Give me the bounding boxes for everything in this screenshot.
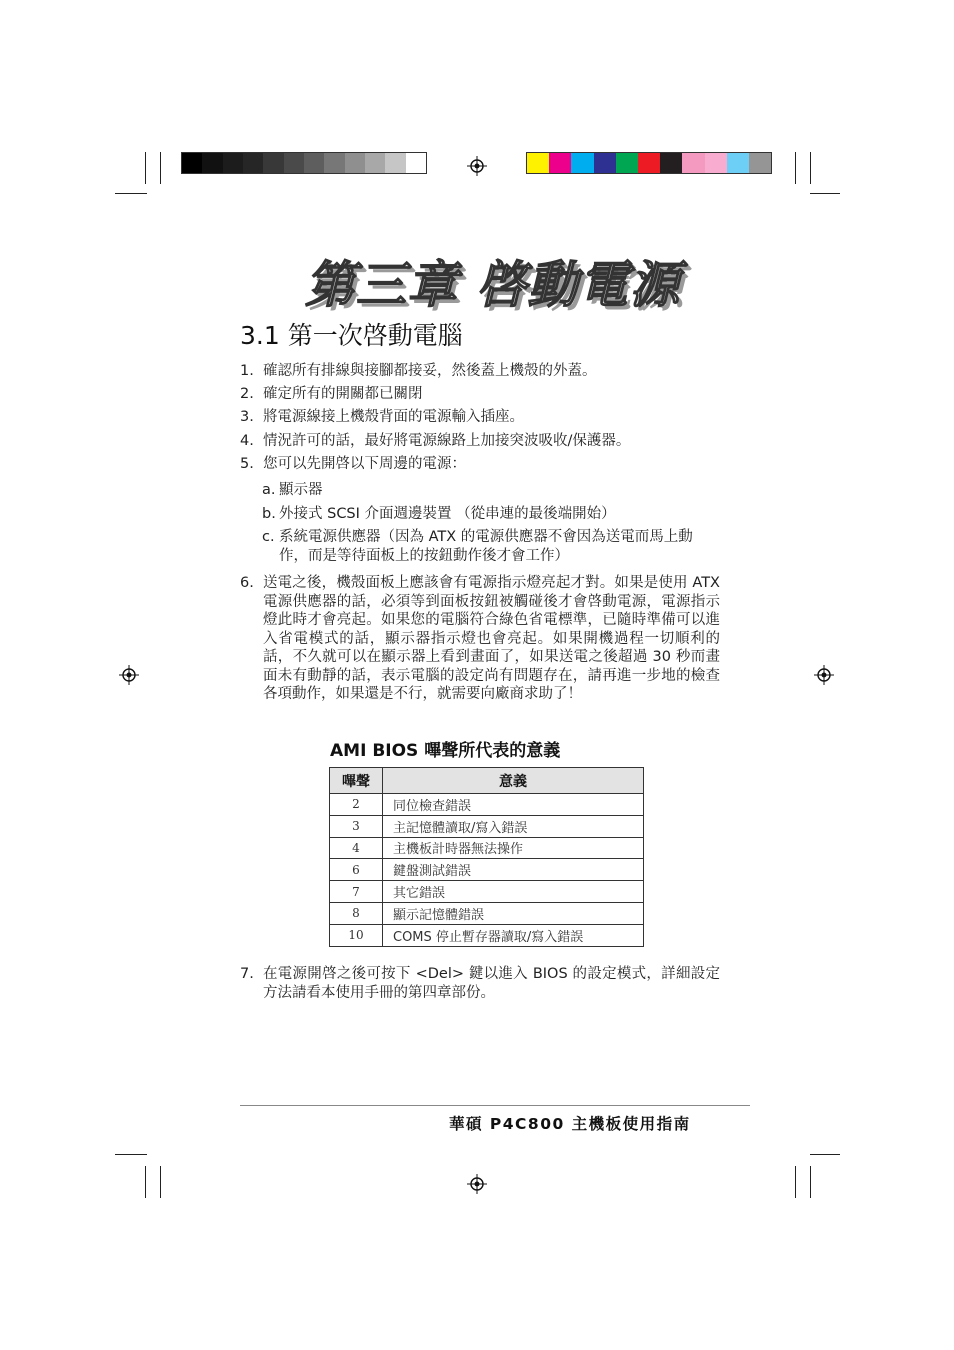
step-text: 情況許可的話，最好將電源線路上加接突波吸收/保護器。 bbox=[263, 433, 631, 449]
beep-meaning: COMS 停止暫存器讀取/寫入錯誤 bbox=[383, 924, 644, 946]
color-swatch bbox=[594, 153, 616, 173]
gray-swatch bbox=[202, 153, 222, 173]
beep-count: 2 bbox=[330, 794, 383, 816]
gray-swatch bbox=[324, 153, 344, 173]
color-swatch bbox=[571, 153, 593, 173]
gray-swatch bbox=[223, 153, 243, 173]
gray-swatch bbox=[182, 153, 202, 173]
step-number: 4. bbox=[240, 433, 254, 449]
table-row bbox=[330, 815, 644, 837]
step-number: 6. bbox=[240, 575, 254, 591]
sub-item-text: 顯示器 bbox=[279, 482, 323, 498]
footer-divider bbox=[240, 1105, 750, 1106]
sub-item-label: a. bbox=[262, 482, 276, 498]
step-number: 1. bbox=[240, 363, 254, 379]
step-text: 確定所有的開關都已關閉 bbox=[263, 386, 423, 402]
sub-item-text: 系統電源供應器（因為 ATX 的電源供應器不會因為送電而馬上動作，而是等待面板上的按鈕動作後才會工作） bbox=[279, 529, 693, 564]
step-6 bbox=[240, 574, 720, 704]
step-text: 確認所有排線與接腳都接妥，然後蓋上機殼的外蓋。 bbox=[263, 363, 597, 379]
grayscale-calibration-strip bbox=[181, 152, 427, 174]
beep-table-title: AMI BIOS 嗶聲所代表的意義 bbox=[330, 741, 561, 761]
gray-swatch bbox=[406, 153, 426, 173]
gray-swatch bbox=[263, 153, 283, 173]
gray-swatch bbox=[243, 153, 263, 173]
step-number: 5. bbox=[240, 456, 254, 472]
color-swatch bbox=[727, 153, 749, 173]
color-swatch bbox=[682, 153, 704, 173]
color-swatch bbox=[749, 153, 771, 173]
sub-item-text: 外接式 SCSI 介面週邊裝置 （從串連的最後端開始） bbox=[279, 506, 616, 522]
color-swatch bbox=[549, 153, 571, 173]
column-header-meaning: 意義 bbox=[383, 768, 644, 794]
beep-count: 6 bbox=[330, 859, 383, 881]
step-text: 您可以先開啓以下周邊的電源： bbox=[263, 456, 466, 472]
beep-count: 7 bbox=[330, 881, 383, 903]
beep-meaning: 顯示記憶體錯誤 bbox=[383, 902, 644, 924]
registration-mark-bottom bbox=[467, 1174, 487, 1194]
table-row bbox=[330, 859, 644, 881]
beep-meaning: 主機板計時器無法操作 bbox=[383, 837, 644, 859]
beep-count: 10 bbox=[330, 924, 383, 946]
beep-meaning: 主記憶體讀取/寫入錯誤 bbox=[383, 815, 644, 837]
table-row bbox=[330, 837, 644, 859]
table-row bbox=[330, 902, 644, 924]
step-number: 3. bbox=[240, 409, 254, 425]
step-text: 在電源開啓之後可按下 <Del> 鍵以進入 BIOS 的設定模式，詳細設定方法請看本使用手冊的第四章部份。 bbox=[263, 966, 720, 1001]
table-header-row bbox=[330, 768, 644, 794]
step-3 bbox=[240, 408, 720, 427]
step-2 bbox=[240, 385, 720, 404]
beep-meaning: 其它錯誤 bbox=[383, 881, 644, 903]
registration-mark-right bbox=[814, 665, 834, 685]
registration-mark-left bbox=[119, 665, 139, 685]
gray-swatch bbox=[385, 153, 405, 173]
beep-count: 8 bbox=[330, 902, 383, 924]
step-text: 將電源線接上機殼背面的電源輸入插座。 bbox=[263, 409, 524, 425]
column-header-beep: 嗶聲 bbox=[330, 768, 383, 794]
section-title: 3.1 第一次啓動電腦 bbox=[240, 321, 463, 350]
beep-count: 4 bbox=[330, 837, 383, 859]
page-footer: 華碩 P4C800 主機板使用指南 bbox=[449, 1115, 691, 1133]
table-row bbox=[330, 794, 644, 816]
gray-swatch bbox=[284, 153, 304, 173]
sub-item-label: b. bbox=[262, 506, 276, 522]
step-4 bbox=[240, 432, 720, 451]
table-row bbox=[330, 881, 644, 903]
sub-item-b bbox=[262, 505, 720, 524]
color-swatch bbox=[616, 153, 638, 173]
color-swatch bbox=[660, 153, 682, 173]
gray-swatch bbox=[345, 153, 365, 173]
table-row bbox=[330, 924, 644, 946]
step-number: 2. bbox=[240, 386, 254, 402]
color-swatch bbox=[638, 153, 660, 173]
chapter-title: 第三章 啓動電源 bbox=[305, 256, 681, 314]
color-swatch bbox=[527, 153, 549, 173]
beep-count: 3 bbox=[330, 815, 383, 837]
color-calibration-strip bbox=[526, 152, 772, 174]
beep-meaning: 鍵盤測試錯誤 bbox=[383, 859, 644, 881]
step-5 bbox=[240, 455, 720, 474]
beep-meaning: 同位檢查錯誤 bbox=[383, 794, 644, 816]
color-swatch bbox=[705, 153, 727, 173]
gray-swatch bbox=[304, 153, 324, 173]
registration-mark-top bbox=[467, 156, 487, 176]
step-text: 送電之後，機殼面板上應該會有電源指示燈亮起才對。如果是使用 ATX 電源供應器的話，必須等到面板按鈕被觸碰後才會啓動電源，電源指示燈此時才會亮起。如果您的電腦符合綠色省電標準，已隨時準備可以進入省電模式的話，顯示器指示燈也會亮起。如果開機過程一切順利的話，不久就可以在顯示器上看到畫面了，如果送電之後超過 30 秒而畫面未有動靜的話，表示電腦的設定尚有問題存在，請再進一步地的檢查各項動作，如果還是不行，就需要向廠商求助了！ bbox=[263, 575, 720, 702]
sub-item-label: c. bbox=[262, 529, 275, 545]
gray-swatch bbox=[365, 153, 385, 173]
step-1 bbox=[240, 362, 720, 381]
step-number: 7. bbox=[240, 966, 254, 982]
sub-item-a bbox=[262, 481, 720, 500]
beep-code-table bbox=[329, 767, 644, 947]
sub-item-c bbox=[262, 528, 720, 565]
step-7 bbox=[240, 965, 720, 1002]
